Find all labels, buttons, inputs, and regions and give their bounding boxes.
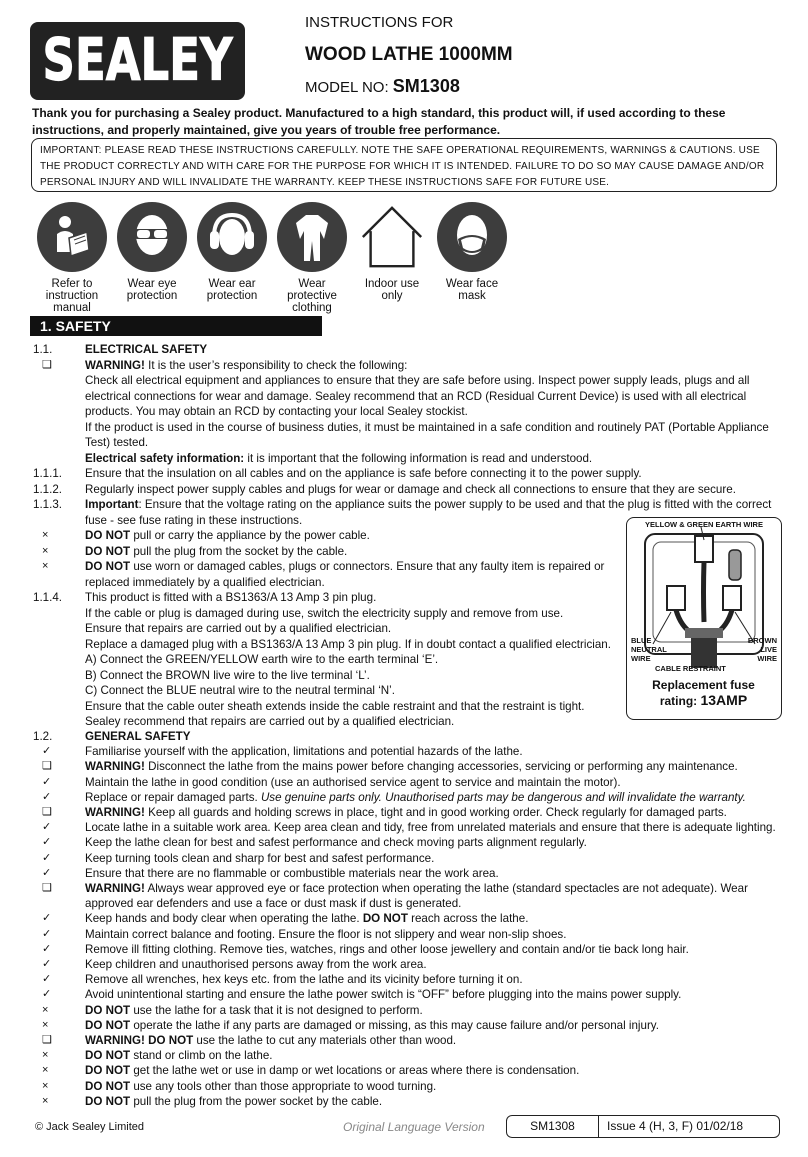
plain-text: pull the plug from the socket by the cable. bbox=[130, 544, 348, 558]
house-icon bbox=[357, 202, 427, 272]
plain-text: Replace a damaged plug with a BS1363/A 13 Amp 3 pin plug. If in doubt contact a qualified electrician. bbox=[85, 637, 611, 651]
important-notice: IMPORTANT: PLEASE READ THESE INSTRUCTIONS CAREFULLY. NOTE THE SAFE OPERATIONAL REQUIREMENTS, WARNINGS & CAUTIONS. USE THE PRODUCT CORRECTLY AND WITH CARE FOR THE PURPOSE FOR WHICH IT IS INTENDED. FAILURE TO DO SO MAY CAUSE DAMAGE AND/OR PERSONAL INJURY AND WILL INVALIDATE THE WARRANTY. KEEP THESE INSTRUCTIONS SAFE FOR FUTURE USE. bbox=[31, 138, 777, 192]
plain-text: pull the plug from the power socket by the cable. bbox=[130, 1094, 383, 1108]
plain-text: Ensure that repairs are carried out by a qualified electrician. bbox=[85, 622, 392, 635]
bullet-mark: ❑ bbox=[42, 882, 52, 894]
bold-text: WARNING! bbox=[85, 358, 145, 372]
icon-label: Wear protective clothing bbox=[287, 278, 337, 314]
bold-text: Important bbox=[85, 498, 139, 511]
plain-text: Remove all wrenches, hex keys etc. from the lathe and its vicinity before turning it on. bbox=[85, 973, 523, 987]
bold-text: WARNING! bbox=[85, 882, 145, 895]
plug-diagram bbox=[626, 517, 782, 720]
plain-text: Always wear approved eye or face protection when operating the lathe (standard spectacles are not adequate). Wear bbox=[144, 882, 748, 895]
plain-text: If the cable or plug is damaged during use, switch the electricity supply and remove from use. bbox=[85, 606, 564, 620]
bold-text: DO NOT bbox=[85, 1094, 131, 1108]
bullet-mark: ✓ bbox=[42, 836, 52, 849]
line-text bbox=[85, 729, 190, 744]
protective-clothing-icon bbox=[277, 202, 347, 272]
fuse-caption bbox=[627, 678, 780, 709]
safety-icons bbox=[33, 202, 513, 314]
plain-text: Maintain correct balance and footing. Ensure the floor is not slippery and wear non-slip shoes. bbox=[85, 927, 567, 941]
manual-icon-block bbox=[33, 202, 111, 314]
bullet-mark: ✓ bbox=[42, 912, 52, 925]
bullet-mark: × bbox=[42, 1094, 49, 1107]
bullet-mark: ✓ bbox=[42, 866, 52, 879]
line-text bbox=[85, 590, 376, 605]
footer-model: SM1308 bbox=[507, 1116, 599, 1137]
line-text bbox=[85, 866, 499, 881]
plain-text: stand or climb on the lathe. bbox=[130, 1049, 273, 1063]
icon-label: Indoor use only bbox=[364, 278, 420, 302]
bullet-mark: ✓ bbox=[42, 775, 52, 788]
eye-protection-icon bbox=[117, 202, 187, 272]
model-label: MODEL NO: bbox=[305, 79, 393, 96]
line-text bbox=[85, 1003, 423, 1018]
line-text bbox=[85, 699, 584, 714]
bold-text: WARNING! bbox=[85, 806, 145, 819]
line-text bbox=[85, 759, 738, 774]
clause-number: 1.1.4. bbox=[33, 591, 63, 604]
issue-box bbox=[506, 1115, 780, 1138]
manual-icon bbox=[37, 202, 107, 272]
plain-text: Maintain the lathe in good condition (use an authorised service agent to service and maintain the motor). bbox=[85, 775, 621, 789]
plain-text: If the product is used in the course of business duties, it must be maintained in a safe condition and routinely PAT (Portable Appliance bbox=[85, 420, 769, 434]
line-text bbox=[85, 911, 528, 926]
line-text bbox=[85, 775, 621, 790]
bold-text: WARNING! bbox=[85, 760, 145, 774]
line-text bbox=[85, 606, 563, 621]
plain-text: Keep children and unauthorised persons away from the work area. bbox=[85, 958, 427, 971]
plain-text: products. You may obtain an RCD by contacting your local Sealey stockist. bbox=[85, 405, 468, 418]
plain-text: get the lathe wet or use in damp or wet locations or areas where there is condensation. bbox=[130, 1064, 580, 1078]
clause-number: 1.2. bbox=[33, 730, 53, 743]
blue-wire-label: BLUE NEUTRAL WIRE bbox=[631, 636, 667, 663]
plain-text: Keep all guards and holding screws in place, tight and in good working order. Check regularly for damaged parts. bbox=[144, 806, 727, 819]
bullet-mark: × bbox=[42, 1079, 49, 1092]
line-text bbox=[85, 820, 776, 835]
plain-text: Ensure that the cable outer sheath extends inside the cable restraint and that the restraint is tight. bbox=[85, 699, 585, 713]
face-mask-icon bbox=[437, 202, 507, 272]
bullet-mark: ✓ bbox=[42, 958, 52, 970]
ear-protection-block bbox=[193, 202, 271, 302]
bullet-mark: × bbox=[42, 1064, 49, 1077]
indoor-use-block bbox=[353, 202, 431, 302]
plain-text: Remove ill fitting clothing. Remove ties, watches, rings and other loose jewellery and contain and/or tie back long hair. bbox=[85, 942, 689, 956]
italic-text: Use genuine parts only. Unauthorised parts may be dangerous and will invalidate the warranty. bbox=[260, 790, 746, 804]
plain-text: This product is fitted with a BS1363/A 13 Amp 3 pin plug. bbox=[85, 591, 377, 604]
plain-text: Ensure that the insulation on all cables and on the appliance is safe before connecting it to the power supply. bbox=[85, 467, 642, 480]
earth-wire-label: YELLOW & GREEN EARTH WIRE bbox=[645, 520, 763, 529]
line-text bbox=[85, 835, 587, 850]
plain-text: It is the user’s responsibility to check the following: bbox=[144, 358, 408, 372]
fuse-rating bbox=[627, 693, 780, 709]
line-text bbox=[85, 621, 391, 636]
line-text bbox=[85, 851, 434, 866]
plain-text: : Ensure that the voltage rating on the appliance suits the power supply to be used and that the plug is fitted with the correct bbox=[138, 498, 772, 511]
plain-text: use the lathe to cut any materials other than wood. bbox=[193, 1034, 457, 1047]
logo-text: SEALEY bbox=[42, 27, 233, 94]
bullet-mark: ✓ bbox=[42, 973, 52, 986]
bold-text: WARNING! DO NOT bbox=[85, 1034, 194, 1047]
line-text bbox=[85, 575, 325, 590]
plain-text: Locate lathe in a suitable work area. Keep area clean and tidy, free from unrelated materials and ensure that there is adequate lighting. bbox=[85, 821, 776, 835]
line-text bbox=[85, 927, 566, 942]
line-text bbox=[85, 805, 727, 820]
plain-text: use the lathe for a task that it is not designed to perform. bbox=[130, 1003, 423, 1017]
plain-text: Ensure that there are no flammable or combustible materials near the work area. bbox=[85, 866, 499, 880]
bold-text: DO NOT bbox=[85, 1079, 131, 1093]
bullet-mark: ✓ bbox=[42, 988, 52, 1001]
bullet-mark: ✓ bbox=[42, 790, 52, 803]
plain-text: Check all electrical equipment and appliances to ensure that they are safe before using. Inspect power supply leads, plugs and all bbox=[85, 374, 750, 387]
line-text bbox=[85, 1018, 659, 1033]
plain-text: Test) tested. bbox=[85, 436, 149, 449]
eye-protection-block bbox=[113, 202, 191, 302]
bullet-mark: × bbox=[42, 544, 49, 557]
plain-text: operate the lathe if any parts are damaged or missing, as this may cause failure and/or personal injury. bbox=[130, 1018, 659, 1032]
section-title: 1. SAFETY bbox=[30, 316, 322, 336]
plain-text: use worn or damaged cables, plugs or connectors. Ensure that any faulty item is repaired or bbox=[130, 560, 605, 573]
bullet-mark: ✓ bbox=[42, 942, 52, 955]
plain-text: Sealey recommend that repairs are carried out by a qualified electrician. bbox=[85, 715, 455, 728]
bullet-mark: × bbox=[42, 1018, 49, 1031]
bold-text: DO NOT bbox=[85, 1049, 131, 1063]
icon-label: Refer to instruction manual bbox=[45, 278, 99, 314]
icon-label: Wear ear protection bbox=[206, 278, 258, 302]
plain-text: Replace or repair damaged parts. bbox=[85, 790, 261, 804]
line-text bbox=[85, 1063, 579, 1078]
protective-clothing-block bbox=[273, 202, 351, 314]
line-text bbox=[85, 528, 370, 543]
bullet-mark: × bbox=[42, 560, 49, 572]
line-text bbox=[85, 559, 604, 574]
line-text bbox=[85, 1079, 436, 1094]
line-text bbox=[85, 389, 746, 404]
icon-label: Wear face mask bbox=[445, 278, 499, 302]
sealey-logo bbox=[30, 22, 245, 100]
line-text bbox=[85, 637, 611, 652]
line-text bbox=[85, 652, 438, 667]
bullet-mark: ❑ bbox=[42, 358, 52, 371]
line-text bbox=[85, 790, 746, 805]
instructions-for: INSTRUCTIONS FOR bbox=[305, 14, 454, 31]
plain-text: approved ear defenders and use a face or dust mask if dust is generated. bbox=[85, 897, 462, 911]
line-text bbox=[85, 668, 370, 683]
line-text bbox=[85, 714, 454, 729]
bold-text: DO NOT bbox=[85, 529, 131, 542]
plain-text: Keep the lathe clean for best and safest performance and check moving parts alignment regularly. bbox=[85, 836, 587, 850]
plain-text: pull or carry the appliance by the power cable. bbox=[130, 529, 370, 542]
model-value: SM1308 bbox=[392, 76, 460, 96]
clause-number: 1.1.3. bbox=[33, 498, 63, 511]
clause-number: 1.1. bbox=[33, 343, 53, 356]
bold-text: GENERAL SAFETY bbox=[85, 730, 191, 743]
plain-text: Keep hands and body clear when operating the lathe. bbox=[85, 912, 363, 926]
clause-number: 1.1.2. bbox=[33, 482, 63, 496]
plain-text: electrical connections for wear and damage. Sealey recommend that an RCD (Residual Current Device) is used with all electrical bbox=[85, 389, 747, 403]
bullet-mark: ❑ bbox=[42, 760, 52, 773]
line-text bbox=[85, 482, 736, 497]
plain-text: A) Connect the GREEN/YELLOW earth wire to the earth terminal ‘E’. bbox=[85, 653, 439, 666]
line-text bbox=[85, 987, 681, 1002]
bullet-mark: ✓ bbox=[42, 927, 52, 940]
face-mask-block bbox=[433, 202, 511, 302]
line-text bbox=[85, 466, 642, 481]
line-text bbox=[85, 451, 592, 466]
fuse-rating-value: 13AMP bbox=[700, 692, 748, 708]
thank-you-text: Thank you for purchasing a Sealey product. Manufactured to a high standard, this product will, if used according to these instructions, and properly maintained, give you years of trouble free performance. bbox=[32, 106, 726, 137]
line-text bbox=[85, 957, 427, 972]
model-number bbox=[305, 76, 460, 98]
line-text bbox=[85, 972, 523, 987]
bullet-mark: ❑ bbox=[42, 806, 52, 818]
plain-text: fuse - see fuse rating in these instructions. bbox=[85, 513, 303, 527]
bold-text: DO NOT bbox=[362, 912, 408, 926]
line-text bbox=[85, 497, 771, 512]
line-text bbox=[85, 544, 347, 559]
plain-text: Keep turning tools clean and sharp for best and safest performance. bbox=[85, 851, 435, 865]
plain-text: Regularly inspect power supply cables and plugs for wear or damage and check all connections to ensure that they are secure. bbox=[85, 482, 736, 496]
line-text bbox=[85, 420, 769, 435]
fuse-rating-label: rating: bbox=[659, 694, 701, 708]
line-text bbox=[85, 942, 689, 957]
product-title: WOOD LATHE 1000MM bbox=[305, 44, 513, 65]
fuse-caption-line: Replacement fuse bbox=[652, 678, 755, 692]
plain-text: reach across the lathe. bbox=[407, 912, 529, 926]
line-text bbox=[85, 435, 148, 450]
line-text bbox=[85, 683, 395, 698]
bold-text: Electrical safety information: bbox=[85, 451, 245, 465]
line-text bbox=[85, 513, 302, 528]
plain-text: Disconnect the lathe from the mains power before changing accessories, servicing or performing any maintenance. bbox=[144, 760, 738, 774]
bullet-mark: × bbox=[42, 529, 49, 541]
line-text bbox=[85, 896, 461, 911]
plain-text: Avoid unintentional starting and ensure the lathe power switch is “OFF” before plugging into the mains power supply. bbox=[85, 988, 682, 1002]
bullet-mark: ✓ bbox=[42, 851, 52, 864]
copyright: © Jack Sealey Limited bbox=[35, 1121, 144, 1133]
plain-text: replaced immediately by a qualified electrician. bbox=[85, 575, 325, 589]
icon-label: Wear eye protection bbox=[126, 278, 178, 302]
line-text bbox=[85, 1048, 273, 1063]
clause-number: 1.1.1. bbox=[33, 467, 63, 480]
plain-text: C) Connect the BLUE neutral wire to the neutral terminal ‘N’. bbox=[85, 684, 395, 697]
bullet-mark: ✓ bbox=[42, 745, 52, 758]
bullet-mark: ❑ bbox=[42, 1034, 52, 1046]
bullet-mark: × bbox=[42, 1049, 49, 1062]
plain-text: use any tools other than those appropriate to wood turning. bbox=[130, 1079, 437, 1093]
bullet-mark: ✓ bbox=[42, 821, 52, 834]
line-text bbox=[85, 881, 748, 896]
brown-wire-label: BROWN LIVE WIRE bbox=[747, 636, 777, 663]
line-text bbox=[85, 358, 407, 373]
plain-text: it is important that the following information is read and understood. bbox=[244, 451, 593, 465]
plain-text: Familiarise yourself with the application, limitations and potential hazards of the lathe. bbox=[85, 745, 523, 759]
bold-text: ELECTRICAL SAFETY bbox=[85, 343, 208, 356]
ear-protection-icon bbox=[197, 202, 267, 272]
footer-issue: Issue 4 (H, 3, F) 01/02/18 bbox=[607, 1119, 744, 1133]
language-version: Original Language Version bbox=[343, 1120, 485, 1134]
line-text bbox=[85, 373, 749, 388]
line-text bbox=[85, 1033, 456, 1048]
line-text bbox=[85, 404, 468, 419]
bold-text: DO NOT bbox=[85, 560, 131, 573]
bold-text: DO NOT bbox=[85, 1064, 131, 1078]
bold-text: DO NOT bbox=[85, 1018, 131, 1032]
line-text bbox=[85, 342, 207, 357]
bold-text: DO NOT bbox=[85, 544, 131, 558]
cable-restraint-label: CABLE RESTRAINT bbox=[655, 664, 726, 673]
bold-text: DO NOT bbox=[85, 1003, 131, 1017]
line-text bbox=[85, 1094, 382, 1109]
bullet-mark: × bbox=[42, 1003, 49, 1016]
line-text bbox=[85, 744, 523, 759]
plain-text: B) Connect the BROWN live wire to the live terminal ‘L’. bbox=[85, 668, 370, 682]
